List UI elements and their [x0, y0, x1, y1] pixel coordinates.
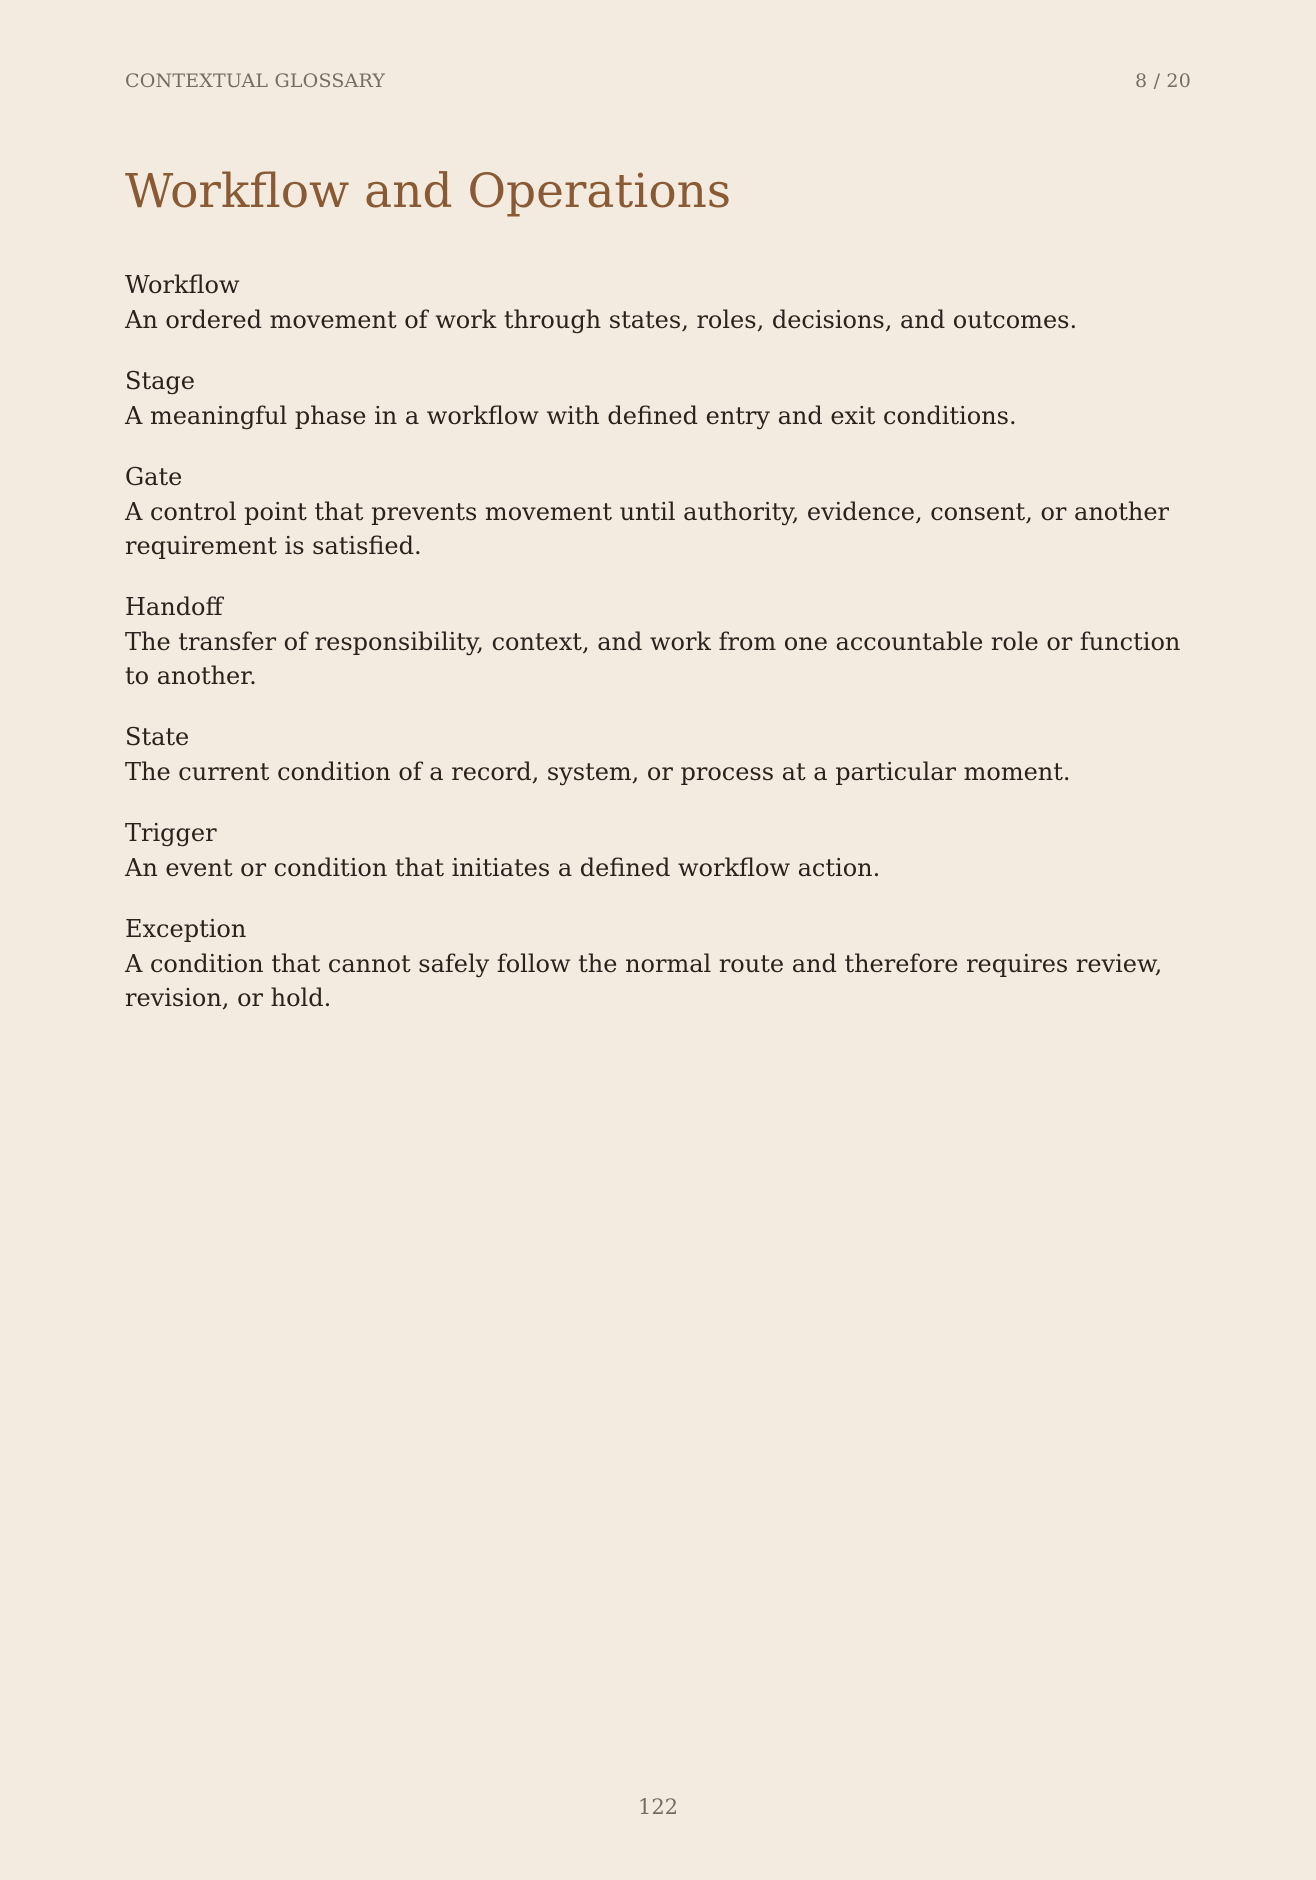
page-position: 8 / 20	[1135, 70, 1191, 92]
glossary-definition: The transfer of responsibility, context, and work from one accountable role or function to another.	[125, 628, 1181, 690]
glossary-definition: A control point that prevents movement until authority, evidence, consent, or another requirement is satisfied.	[125, 498, 1169, 560]
glossary-list	[125, 268, 1191, 1042]
glossary-term: Gate	[125, 463, 183, 491]
glossary-entry	[125, 720, 1191, 789]
glossary-term: Stage	[125, 367, 195, 395]
glossary-entry	[125, 268, 1191, 337]
glossary-definition: The current condition of a record, system, or process at a particular moment.	[125, 758, 1071, 786]
glossary-term: Exception	[125, 915, 247, 943]
glossary-definition: An ordered movement of work through states, roles, decisions, and outcomes.	[125, 306, 1078, 334]
glossary-entry	[125, 912, 1191, 1015]
glossary-definition: An event or condition that initiates a defined workflow action.	[125, 854, 881, 882]
glossary-term: Trigger	[125, 819, 217, 847]
glossary-term: State	[125, 723, 190, 751]
page-number: 122	[637, 1795, 679, 1819]
glossary-definition: A meaningful phase in a workflow with defined entry and exit conditions.	[125, 402, 1017, 430]
section-title: Workflow and Operations	[125, 164, 732, 219]
glossary-entry	[125, 590, 1191, 693]
glossary-definition: A condition that cannot safely follow the normal route and therefore requires review, revision, or hold.	[125, 950, 1163, 1012]
glossary-entry	[125, 816, 1191, 885]
glossary-term: Workflow	[125, 271, 240, 299]
glossary-entry	[125, 364, 1191, 433]
running-header	[125, 69, 1191, 93]
glossary-term: Handoff	[125, 593, 223, 621]
glossary-entry	[125, 460, 1191, 563]
running-title: CONTEXTUAL GLOSSARY	[125, 70, 386, 92]
